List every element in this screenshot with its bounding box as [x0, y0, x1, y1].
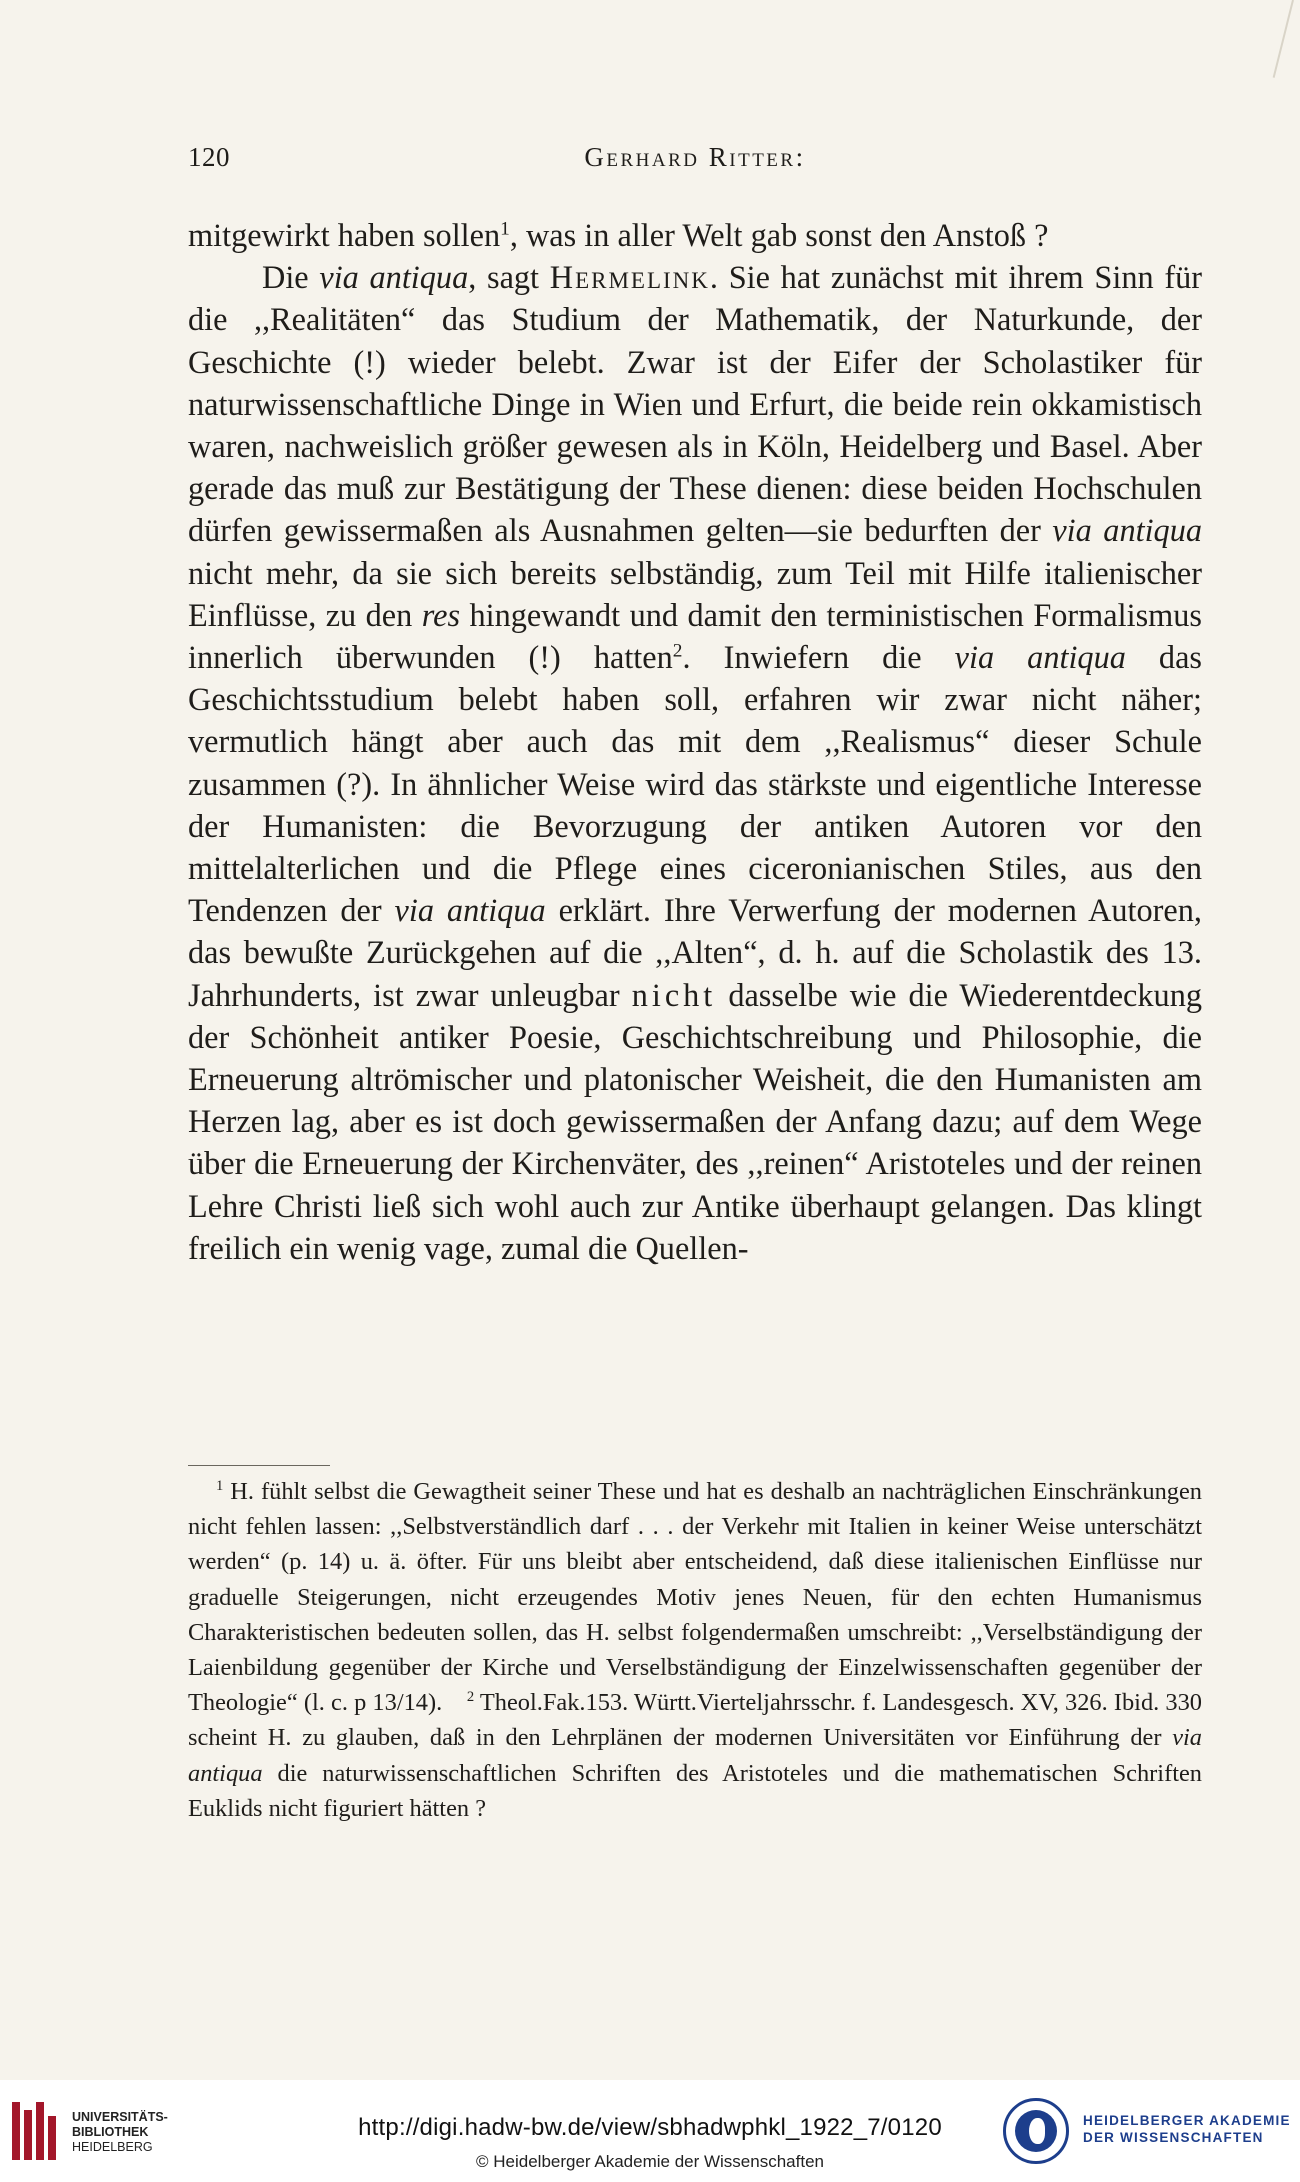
- academy-name-line: DER WISSENSCHAFTEN: [1083, 2129, 1264, 2145]
- paragraph-1: [188, 214, 1202, 256]
- running-head: [188, 142, 1202, 176]
- library-name-line: HEIDELBERG: [72, 2140, 153, 2154]
- text-run: . Sie hat zunächst mit ihrem Sinn für die ,,Realitäten“ das Studium der Mathematik, der Naturkunde, der Geschichte (!) wieder belebt. Zwar ist der Eifer der Scholastiker für naturwissenschaftliche Dinge in Wien und Erfurt, die beide rein okkamistisch waren, nachweislich größer gewesen als in Köln, Heidelberg und Basel. Aber gerade das muß zur Bestätigung der These dienen: diese beiden Hochschulen dürfen gewissermaßen als Ausnahmen gelten—sie bedurften der: [188, 259, 1202, 549]
- italic-term: via antiqua: [954, 639, 1126, 676]
- body-text: [188, 214, 1202, 1269]
- viewer-footer: [0, 2080, 1300, 2182]
- footnote-separator: [188, 1465, 330, 1466]
- text-run: mitgewirkt haben sollen: [188, 217, 501, 253]
- footnote-text: Theol.Fak.153. Württ.Vierteljahrsschr. f. Landesgesch. XV, 326. Ibid. 330 scheint H. zu glauben, daß in den Lehrplänen der modernen Universitäten vor Einführung der: [188, 1689, 1202, 1752]
- academy-name-line: HEIDELBERGER AKADEMIE: [1083, 2113, 1291, 2128]
- text-run: , sagt: [468, 259, 550, 296]
- library-name-line: UNIVERSITÄTS-: [72, 2110, 168, 2124]
- text-run: hingewandt und damit den terministischen Formalismus innerlich überwunden (!) hatten: [188, 596, 1202, 676]
- footnotes: [188, 1474, 1202, 1826]
- spaced-emphasis: nicht: [631, 976, 717, 1013]
- author-name: Hermelink: [549, 259, 710, 296]
- page-edge-mark: [1273, 0, 1294, 78]
- academy-seal-icon[interactable]: [1003, 2098, 1069, 2164]
- italic-term: via antiqua: [394, 892, 546, 929]
- text-run: nicht mehr, da sie sich bereits selbständig, zum Teil mit Hilfe italienischer Einflüsse, zu den: [188, 554, 1202, 633]
- paragraph-2: [188, 256, 1202, 1269]
- running-title: Gerhard Ritter:: [584, 142, 806, 172]
- footnote-ref-1: 1: [500, 218, 510, 240]
- permalink-url[interactable]: http://digi.hadw-bw.de/view/sbhadwphkl_1922_7/0120: [358, 2114, 942, 2141]
- italic-term: via antiqua: [188, 1724, 1202, 1787]
- footnote-marker: 2: [466, 1689, 475, 1706]
- academy-name[interactable]: [1083, 2113, 1291, 2146]
- italic-term: via antiqua: [1052, 512, 1202, 549]
- text-run: Die: [262, 259, 320, 296]
- text-run: , was in aller Welt gab sonst den Anstoß ?: [509, 217, 1049, 253]
- italic-term: via antiqua: [319, 259, 469, 296]
- footnote-1: [188, 1474, 1202, 1826]
- italic-term: res: [421, 596, 461, 633]
- footnote-text: H. fühlt selbst die Gewagtheit seiner These und hat es deshalb an nachträglichen Einschränkungen nicht fehlen lassen: ,,Selbstverständlich darf . . . der Verkehr mit Italien in keiner Weise unterschätzt werden“ (p. 14) u. ä. öfter. Für uns bleibt aber entscheidend, daß diese italienischen Einflüsse nur graduelle Steigerungen, nicht erzeugendes Motiv jenes Neuen, für den echten Humanismus Charakteristischen bedeuten sollen, das H. selbst folgendermaßen umschreibt: ,,Verselbständigung der Laienbildung gegenüber der Kirche und Verselbständigung der Einzelwissenschaften gegenüber der Theologie“ (l. c. p 13/14).: [188, 1478, 1202, 1717]
- copyright-notice: © Heidelberger Akademie der Wissenschaften: [476, 2152, 824, 2171]
- text-run: erklärt. Ihre Verwerfung der modernen Autoren, das bewußte Zurückgehen auf die ,,Alten“, d. h. auf die Scholastik des 13. Jahrhunderts, ist zwar unleugbar: [188, 892, 1202, 1013]
- library-name-line: BIBLIOTHEK: [72, 2125, 149, 2139]
- footnote-text: die naturwissenschaftlichen Schriften des Aristoteles und die mathematischen Schriften Euklids nicht figuriert hätten ?: [188, 1759, 1202, 1822]
- text-run: . Inwiefern die: [682, 639, 955, 676]
- page-number: 120: [188, 142, 230, 172]
- footnote-marker: 1: [216, 1478, 224, 1495]
- text-run: das Geschichtsstudium belebt haben soll, erfahren wir zwar nicht näher; vermutlich hängt aber auch das mit dem ,,Realismus“ dieser Schule zusammen (?). In ähnlicher Weise wird das stärkste und eigentliche Interesse der Humanisten: die Bevorzugung der antiken Autoren vor den mittelalterlichen und die Pflege eines ciceronianischen Stiles, aus den Tendenzen der: [188, 639, 1202, 929]
- footnote-ref-2: 2: [672, 640, 683, 662]
- text-run: dasselbe wie die Wiederentdeckung der Schönheit antiker Poesie, Geschichtschreibung und Philosophie, die Erneuerung altrömischer und platonischer Weisheit, die den Humanisten am Herzen lag, aber es ist doch gewissermaßen der Anfang dazu; auf dem Wege über die Erneuerung der Kirchenväter, des ,,reinen“ Aristoteles und der reinen Lehre Christi ließ sich wohl auch zur Antike überhaupt gelangen. Das klingt freilich ein wenig vage, zumal die Quellen-: [188, 976, 1202, 1266]
